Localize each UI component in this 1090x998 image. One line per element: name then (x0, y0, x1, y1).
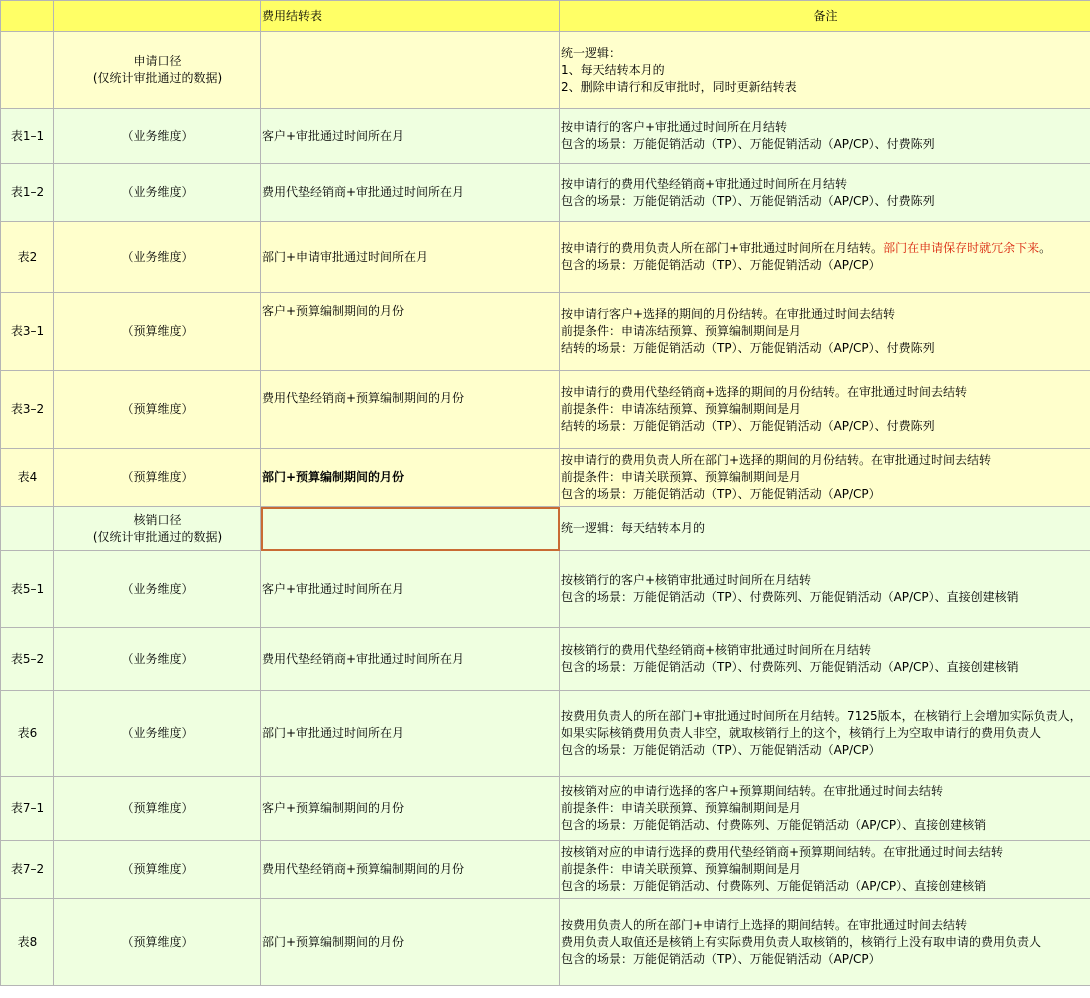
row-notes-cell[interactable] (560, 371, 1090, 449)
row-table-cell[interactable]: 客户+预算编制期间的月份 (261, 293, 560, 371)
note-line: 结转的场景：万能促销活动（TP）、万能促销活动（AP/CP）、付费陈列 (561, 341, 935, 355)
row-notes-cell[interactable] (560, 628, 1090, 691)
row-notes-cell[interactable] (560, 449, 1090, 507)
row-notes-cell[interactable] (560, 841, 1090, 899)
row-table-cell[interactable]: 部门+申请审批通过时间所在月 (261, 222, 560, 293)
table-row (1, 371, 1090, 449)
row-dim-cell[interactable]: （预算维度） (54, 293, 261, 371)
row-table-cell[interactable]: 客户+预算编制期间的月份 (261, 777, 560, 841)
row-id-cell[interactable]: 表1–2 (1, 164, 54, 222)
table-row (1, 551, 1090, 628)
row-notes-cell[interactable] (560, 899, 1090, 986)
row-dim-cell[interactable]: （预算维度） (54, 777, 261, 841)
row-table-cell[interactable]: 部门+预算编制期间的月份 (261, 899, 560, 986)
note-line: 结转的场景：万能促销活动（TP）、万能促销活动（AP/CP）、付费陈列 (561, 419, 935, 433)
row-notes-cell[interactable] (560, 551, 1090, 628)
row-table-cell[interactable]: 客户+审批通过时间所在月 (261, 551, 560, 628)
note-line: 按核销行的客户+核销审批通过时间所在月结转 (561, 573, 812, 587)
row-table-cell[interactable]: 费用代垫经销商+审批通过时间所在月 (261, 164, 560, 222)
row-id-cell[interactable] (1, 507, 54, 551)
row-dim-cell[interactable]: （业务维度） (54, 551, 261, 628)
row-dim-cell[interactable]: （业务维度） (54, 164, 261, 222)
table-row (1, 109, 1090, 164)
note-line: 按申请行的费用代垫经销商+选择的期间的月份结转。在审批通过时间去结转 (561, 385, 968, 399)
row-id-cell[interactable]: 表3–2 (1, 371, 54, 449)
note-line: 前提条件：申请关联预算、预算编制期间是月 (561, 862, 802, 876)
table-row (1, 691, 1090, 777)
header-cell-a[interactable] (1, 1, 54, 32)
note-line: 按申请行的客户+审批通过时间所在月结转 (561, 120, 788, 134)
row-notes-cell[interactable] (560, 507, 1090, 551)
note-line: 包含的场景：万能促销活动（TP）、万能促销活动（AP/CP）、付费陈列 (561, 137, 935, 151)
note-line: 按费用负责人的所在部门+申请行上选择的期间结转。在审批通过时间去结转 (561, 917, 968, 932)
note-line (561, 240, 1090, 257)
selected-cell[interactable] (261, 507, 560, 551)
note-line: 前提条件：申请冻结预算、预算编制期间是月 (561, 324, 802, 338)
note-line: 包含的场景：万能促销活动（TP）、付费陈列、万能促销活动（AP/CP）、直接创建核销 (561, 660, 1019, 674)
note-line: 包含的场景：万能促销活动、付费陈列、万能促销活动（AP/CP）、直接创建核销 (561, 879, 987, 893)
note-line: 包含的场景：万能促销活动（TP）、万能促销活动（AP/CP） (561, 258, 881, 272)
table-row (1, 293, 1090, 371)
row-notes-cell[interactable] (560, 32, 1090, 109)
note-line: 按核销对应的申请行选择的客户+预算期间结转。在审批通过时间去结转 (561, 784, 944, 798)
note-line: 按申请行的费用负责人所在部门+选择的期间的月份结转。在审批通过时间去结转 (561, 453, 992, 467)
note-line: 按费用负责人的所在部门+审批通过时间所在月结转。7125版本，在核销行上会增加实际负责人，如果实际核销费用负责人非空，就取核销行上的这个，核销行上为空取申请行的费用负责人 (561, 709, 1082, 740)
row-notes-cell[interactable] (560, 222, 1090, 293)
note-line: 前提条件：申请关联预算、预算编制期间是月 (561, 470, 802, 484)
row-id-cell[interactable]: 表8 (1, 899, 54, 986)
note-line: 费用负责人取值还是核销上有实际费用负责人取核销的，核销行上没有取申请的费用负责人 (561, 934, 1042, 949)
note-line: 2、删除申请行和反审批时，同时更新结转表 (561, 79, 797, 94)
row-id-cell[interactable]: 表4 (1, 449, 54, 507)
note-line: 按申请行客户+选择的期间的月份结转。在审批通过时间去结转 (561, 307, 896, 321)
row-notes-cell[interactable] (560, 164, 1090, 222)
table-row (1, 222, 1090, 293)
row-dim-cell[interactable]: （业务维度） (54, 222, 261, 293)
dim-subtitle: (仅统计审批通过的数据) (92, 529, 223, 544)
table-row (1, 899, 1090, 986)
table-row (1, 628, 1090, 691)
note-line: 包含的场景：万能促销活动（TP）、万能促销活动（AP/CP）、付费陈列 (561, 193, 935, 208)
note-line: 前提条件：申请关联预算、预算编制期间是月 (561, 801, 802, 815)
table-row (1, 507, 1090, 551)
row-table-cell[interactable]: 部门+预算编制期间的月份 (261, 449, 560, 507)
row-table-cell[interactable] (261, 32, 560, 109)
note-line: 统一逻辑： (561, 45, 622, 60)
note-line: 包含的场景：万能促销活动、付费陈列、万能促销活动（AP/CP）、直接创建核销 (561, 818, 987, 832)
note-line: 1、每天结转本月的 (561, 62, 665, 77)
note-line: 按核销对应的申请行选择的费用代垫经销商+预算期间结转。在审批通过时间去结转 (561, 845, 1004, 859)
dim-subtitle: (仅统计审批通过的数据) (92, 71, 223, 85)
row-id-cell[interactable] (1, 32, 54, 109)
note-text: 。 (1039, 241, 1052, 255)
note-line: 按申请行的费用代垫经销商+审批通过时间所在月结转 (561, 176, 848, 191)
table-row (1, 777, 1090, 841)
header-cell-notes[interactable]: 备注 (560, 1, 1090, 32)
row-notes-cell[interactable] (560, 109, 1090, 164)
row-dim-cell[interactable]: （业务维度） (54, 628, 261, 691)
row-notes-cell[interactable] (560, 293, 1090, 371)
row-dim-cell[interactable] (54, 507, 261, 551)
row-table-cell[interactable]: 费用代垫经销商+预算编制期间的月份 (261, 371, 560, 449)
row-id-cell[interactable]: 表1–1 (1, 109, 54, 164)
note-line: 包含的场景：万能促销活动（TP）、付费陈列、万能促销活动（AP/CP）、直接创建核销 (561, 590, 1019, 604)
row-table-cell[interactable]: 费用代垫经销商+审批通过时间所在月 (261, 628, 560, 691)
row-dim-cell[interactable]: （业务维度） (54, 109, 261, 164)
row-dim-cell[interactable] (54, 32, 261, 109)
row-dim-cell[interactable]: （预算维度） (54, 371, 261, 449)
row-id-cell[interactable]: 表5–1 (1, 551, 54, 628)
row-dim-cell[interactable]: （预算维度） (54, 841, 261, 899)
table-row (1, 841, 1090, 899)
row-notes-cell[interactable] (560, 777, 1090, 841)
row-id-cell[interactable]: 表6 (1, 691, 54, 777)
dim-title: 核销口径 (133, 512, 182, 527)
header-row (1, 1, 1090, 32)
row-notes-cell[interactable] (560, 691, 1090, 777)
row-dim-cell[interactable]: （预算维度） (54, 449, 261, 507)
row-id-cell[interactable]: 表3–1 (1, 293, 54, 371)
row-id-cell[interactable]: 表5–2 (1, 628, 54, 691)
note-line: 前提条件：申请冻结预算、预算编制期间是月 (561, 402, 802, 416)
row-table-cell[interactable]: 费用代垫经销商+预算编制期间的月份 (261, 841, 560, 899)
row-id-cell[interactable]: 表7–1 (1, 777, 54, 841)
row-id-cell[interactable]: 表2 (1, 222, 54, 293)
row-dim-cell[interactable]: （业务维度） (54, 691, 261, 777)
row-table-cell[interactable]: 部门+审批通过时间所在月 (261, 691, 560, 777)
header-cell-carryover-table[interactable]: 费用结转表 (261, 1, 560, 32)
note-line: 包含的场景：万能促销活动（TP）、万能促销活动（AP/CP） (561, 951, 881, 966)
header-cell-b[interactable] (54, 1, 261, 32)
table-row (1, 164, 1090, 222)
note-line: 统一逻辑：每天结转本月的 (561, 521, 706, 535)
row-id-cell[interactable]: 表7–2 (1, 841, 54, 899)
dim-title: 申请口径 (133, 54, 182, 68)
note-line: 包含的场景：万能促销活动（TP）、万能促销活动（AP/CP） (561, 743, 881, 757)
row-table-cell[interactable]: 客户+审批通过时间所在月 (261, 109, 560, 164)
note-line: 包含的场景：万能促销活动（TP）、万能促销活动（AP/CP） (561, 487, 881, 501)
note-line: 按核销行的费用代垫经销商+核销审批通过时间所在月结转 (561, 643, 872, 657)
table-row (1, 32, 1090, 109)
note-text: 按申请行的费用负责人所在部门+审批通过时间所在月结转。 (561, 241, 884, 255)
note-highlight-red: 部门在申请保存时就冗余下来 (883, 241, 1040, 255)
row-dim-cell[interactable]: （预算维度） (54, 899, 261, 986)
table-row (1, 449, 1090, 507)
